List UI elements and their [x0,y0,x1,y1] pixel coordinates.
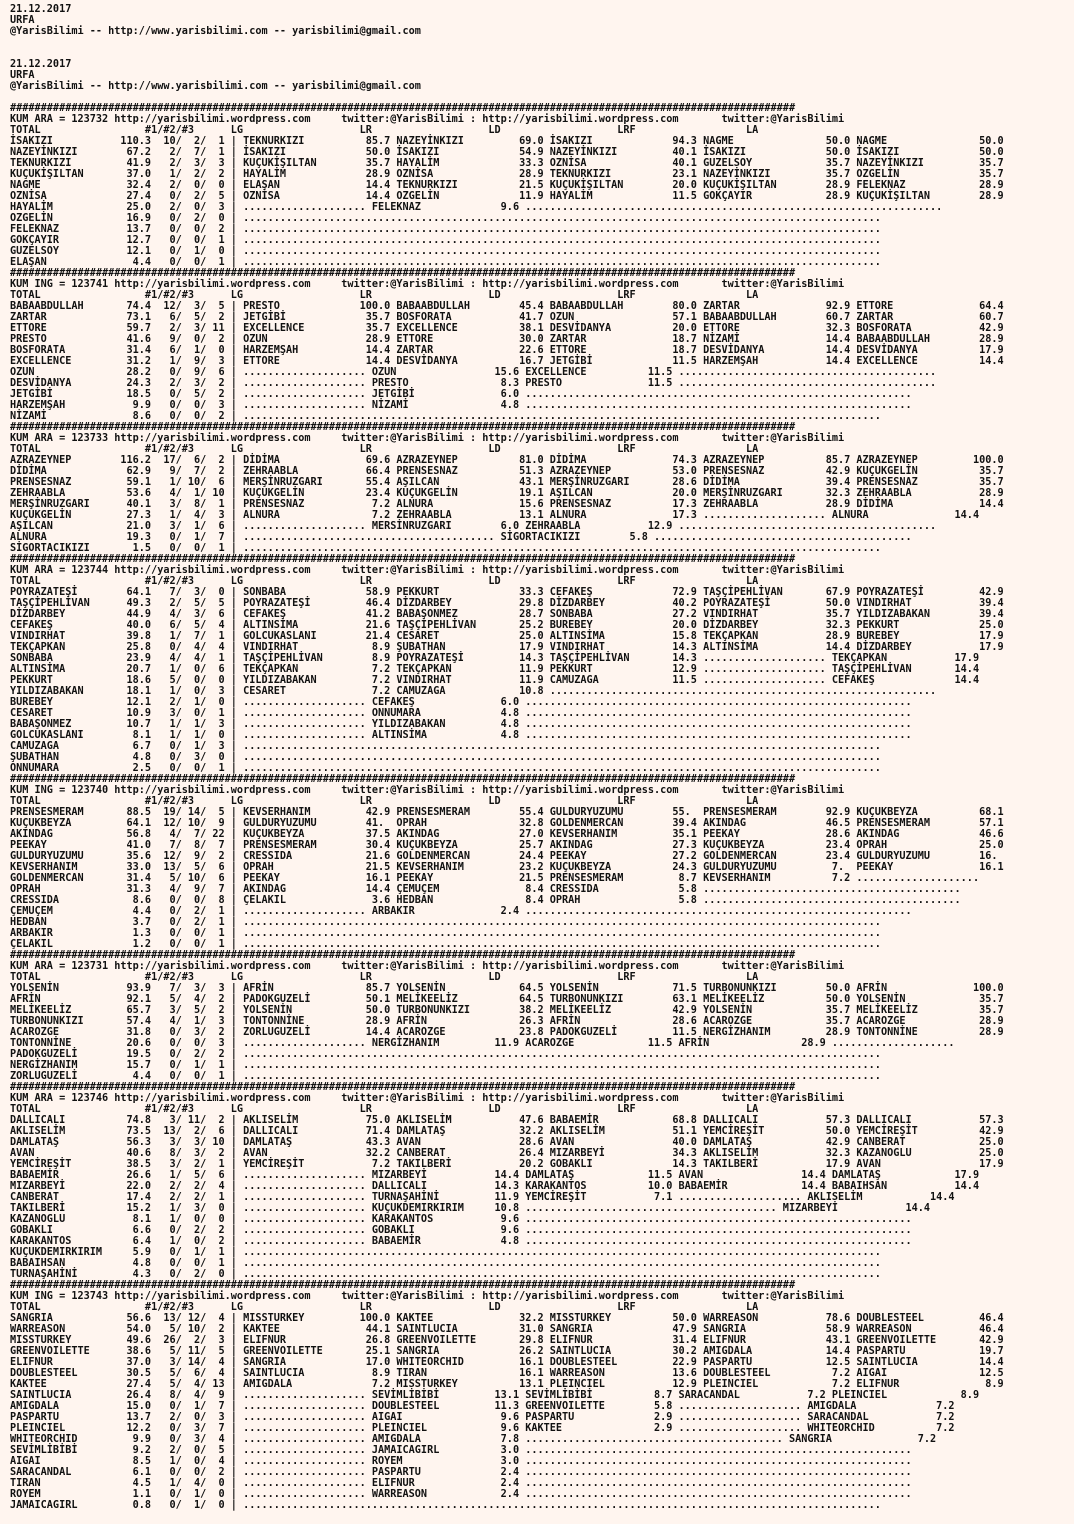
report-line: ################################################################################################################################ [10,1280,796,1291]
report-line: KAKTEE 27.4 5/ 4/ 13 | AMIGDALA 7.2 MISSTURKEY 13.1 PLEINCIEL 12.9 PLEINCIEL 7.2 ELIFNUR 8.9 [10,1379,1004,1390]
report-line: ÇELAKIL 1.2 0/ 0/ 1 | ........................................................................................................ [10,939,881,950]
report-line [10,92,1004,103]
report-line: BOSFORATA 31.4 6/ 1/ 0 | HARZEMŞAH 14.4 ZARTAR 22.6 ETTORE 18.7 DESVİDANYA 14.4 DESVİDANYA 17.9 [10,345,1004,356]
report-line: ÇEMUÇEM 4.4 0/ 2/ 1 | .................... ARBAKIR 2.4 ............................................................... [10,906,912,917]
report-line: @YarisBilimi -- http://www.yarisbilimi.com -- yarisbilimi@gmail.com [10,81,421,92]
report-line: CANBERAT 17.4 2/ 2/ 1 | .................... TURNAŞAHİNİ 11.9 YEMCİREŞİT 7.1 .................... AKLISELİM 14.4 [10,1192,955,1203]
report-line: PASPARTU 13.7 2/ 0/ 3 | .................... AIGAI 9.6 PASPARTU 2.9 .................... SARACANDAL 7.2 [10,1412,955,1423]
report-line: ŞUBATHAN 4.8 0/ 3/ 0 | ........................................................................................................ [10,752,881,763]
report-line: VINDIRHAT 39.8 1/ 7/ 1 | GOLCUKASLANI 21.4 CESARET 25.0 ALTINSİMA 15.8 TEKÇAPKAN 28.9 BUREBEY 17.9 [10,631,1004,642]
report-line: JETGİBİ 18.5 0/ 5/ 2 | .................... JETGİBİ 6.0 ............................................................... [10,389,912,400]
report-line: TOTAL #1/#2/#3 LG LR LD LRF LA [10,125,759,136]
report-line: KUM ARA = 123744 http://yarisbilimi.wordpress.com twitter:@YarisBilimi : http://yarisbilimi.wordpress.com twitter:@YarisBilimi [10,565,845,576]
report-line: WHITEORCHID 9.9 0/ 3/ 4 | .................... AMIGDALA 7.8 .......................................... SANGRIA 7.2 [10,1434,937,1445]
report-line: SİGORTACIKIZI 1.5 0/ 0/ 1 | ........................................................................................................ [10,543,881,554]
report-line: KAZANOGLU 8.1 1/ 0/ 0 | .................... KARAKANTOS 9.6 ............................................................... [10,1214,912,1225]
report-line: ELAŞAN 4.4 0/ 0/ 1 | ........................................................................................................ [10,257,881,268]
report-line: ALTINSİMA 20.7 1/ 0/ 6 | TEKÇAPKAN 7.2 TEKÇAPKAN 11.9 PEKKURT 12.9 .................... TAŞÇİPEHLİVAN 14.4 [10,664,980,675]
report-line: ################################################################################################################################ [10,774,796,785]
report-line: AZRAZEYNEP 116.2 17/ 6/ 2 | DİDİMA 69.6 AZRAZEYNEP 81.0 DİDİMA 74.3 AZRAZEYNEP 85.7 AZRAZEYNEP 100.0 [10,455,1004,466]
report-line: PLEINCIEL 12.2 0/ 3/ 7 | .................... PLEINCIEL 9.6 KAKTEE 2.9 .................... WHITEORCHID 7.2 [10,1423,955,1434]
report-line: AVAN 40.6 8/ 3/ 2 | AVAN 32.2 CANBERAT 26.4 MIZARBEYİ 34.3 AKLISELİM 32.3 KAZANOGLU 25.0 [10,1148,1004,1159]
report-line: NAZEYİNKIZI 67.2 2/ 7/ 1 | İSAKIZI 50.0 İSAKIZI 54.9 NAZEYİNKIZI 40.1 İSAKIZI 50.0 İSAKIZI 50.0 [10,147,1004,158]
report-line: TAKILBERİ 15.2 1/ 3/ 0 | .................... KUÇUKDEMIRKIRIM 10.8 ......................................... MIZARBEYİ 14.4 [10,1203,931,1214]
report-line: TOTAL #1/#2/#3 LG LR LD LRF LA [10,444,759,455]
report-line: ZORLUGUZELİ 4.4 0/ 0/ 1 | ........................................................................................................ [10,1071,881,1082]
report-line: SONBABA 23.9 4/ 4/ 1 | TAŞÇİPEHLİVAN 8.9 POYRAZATEŞİ 14.3 TAŞÇİPEHLİVAN 14.3 .................... TEKÇAPKAN 17.9 [10,653,980,664]
report-line: ALNURA 19.3 0/ 1/ 7 | ......................................... SİGORTACIKIZI 5.8 .......................................... [10,532,912,543]
report-line: ZARTAR 73.1 6/ 5/ 2 | JETGİBİ 35.7 BOSFORATA 41.7 OZUN 57.1 BABAABDULLAH 60.7 ZARTAR 60.7 [10,312,1004,323]
report-line: TONTONNİNE 20.6 0/ 0/ 3 | .................... NERGİZHANIM 11.9 ACAROZGE 11.5 AFRİN 28.9 .................... [10,1038,955,1049]
report-line: KUM ING = 123741 http://yarisbilimi.wordpress.com twitter:@YarisBilimi : http://yarisbilimi.wordpress.com twitter:@YarisBilimi [10,279,845,290]
report-line: NERGİZHANIM 15.7 0/ 1/ 1 | ........................................................................................................ [10,1060,881,1071]
report-line: DALLICALI 74.8 3/ 11/ 2 | AKLISELİM 75.0 AKLISELİM 47.6 BABAEMİR 68.8 DALLICALI 57.3 DALLICALI 57.3 [10,1115,1004,1126]
report-line: ################################################################################################################################ [10,950,796,961]
report-line: BABAŞONMEZ 10.7 1/ 1/ 3 | .................... YILDIZABAKAN 4.8 ............................................................... [10,719,912,730]
report-line: ETTORE 59.7 2/ 3/ 11 | EXCELLENCE 35.7 EXCELLENCE 38.1 DESVİDANYA 20.0 ETTORE 32.3 BOSFORATA 42.9 [10,323,1004,334]
report-line: HARZEMŞAH 9.9 0/ 0/ 3 | .................... NİZAMİ 4.8 ............................................................... [10,400,912,411]
report-line: TURNAŞAHİNİ 4.3 0/ 2/ 0 | ........................................................................................................ [10,1269,881,1280]
report-line: KUÇUKBEYZA 64.1 12/ 10/ 9 | GULDURYUZUMU 41. OPRAH 32.8 GOLDENMERCAN 39.4 AKINDAG 46.5 PRENSESMERAM 57.1 [10,818,1004,829]
report-line: SANGRIA 56.6 13/ 12/ 4 | MISSTURKEY 100.0 KAKTEE 32.2 MISSTURKEY 50.0 WARREASON 78.6 DOUBLESTEEL 46.4 [10,1313,1004,1324]
race-stats-report [10,4,1004,1511]
report-line: ################################################################################################################################ [10,1082,796,1093]
report-line: ONNUMARA 2.5 0/ 0/ 1 | ........................................................................................................ [10,763,881,774]
report-line: EXCELLENCE 31.2 1/ 9/ 3 | ETTORE 14.4 DESVİDANYA 16.7 JETGİBİ 11.5 HARZEMŞAH 14.4 EXCELLENCE 14.4 [10,356,1004,367]
report-line: YILDIZABAKAN 18.1 1/ 0/ 3 | CESARET 7.2 CAMUZAGA 10.8 ............................................................... [10,686,937,697]
report-line: CEFAKEŞ 40.0 6/ 5/ 4 | ALTINSİMA 21.6 TAŞÇİPEHLİVAN 25.2 BUREBEY 20.0 DİZDARBEY 32.3 PEKKURT 25.0 [10,620,1004,631]
report-line: ARBAKIR 1.3 0/ 0/ 1 | ........................................................................................................ [10,928,881,939]
report-line: KUM ING = 123743 http://yarisbilimi.wordpress.com twitter:@YarisBilimi : http://yarisbilimi.wordpress.com twitter:@YarisBilimi [10,1291,845,1302]
report-line: SEVİMLİBİBİ 9.2 2/ 0/ 5 | .................... JAMAICAGIRL 3.0 ............................................................... [10,1445,912,1456]
report-line: DİDİMA 62.9 9/ 7/ 2 | ZEHRAABLA 66.4 PRENSESNAZ 51.3 AZRAZEYNEP 53.0 PRENSESNAZ 42.9 KUÇUKGELİN 35.7 [10,466,1004,477]
report-line: ELIFNUR 37.0 3/ 14/ 4 | SANGRIA 17.0 WHITEORCHID 16.1 DOUBLESTEEL 22.9 PASPARTU 12.5 SAINTLUCIA 14.4 [10,1357,1004,1368]
report-line: URFA [10,15,35,26]
report-line: PRENSESNAZ 59.1 1/ 10/ 6 | MERŞİNRUZGARI 55.4 AŞILCAN 43.1 MERŞİNRUZGARI 28.6 DİDİMA 39.4 PRENSESNAZ 35.7 [10,477,1004,488]
report-line: KUÇUKİŞILTAN 37.0 1/ 2/ 2 | HAYALİM 28.9 OZNİSA 28.9 TEKNURKIZI 23.1 NAZEYİNKIZI 35.7 OZGELİN 35.7 [10,169,1004,180]
report-line: CRESSIDA 8.6 0/ 0/ 8 | ÇELAKIL 3.6 HEDBAN 8.4 OPRAH 5.8 .......................................... [10,895,961,906]
report-line: URFA [10,70,35,81]
report-line: BUREBEY 12.1 2/ 1/ 0 | .................... CEFAKEŞ 6.0 ............................................................... [10,697,912,708]
report-line: ################################################################################################################################ [10,422,796,433]
report-line: GOKÇAYIR 12.7 0/ 0/ 1 | ........................................................................................................ [10,235,881,246]
report-line: KUM ARA = 123731 http://yarisbilimi.wordpress.com twitter:@YarisBilimi : http://yarisbilimi.wordpress.com twitter:@YarisBilimi [10,961,845,972]
report-line: NİZAMİ 8.6 0/ 0/ 2 | ........................................................................................................ [10,411,881,422]
report-line: HAYALİM 25.0 2/ 0/ 3 | .................... FELEKNAZ 9.6 .................................................................... [10,202,943,213]
report-line: MIZARBEYİ 22.0 2/ 2/ 4 | .................... DALLICALI 14.3 KARAKANTOS 10.0 BABAEMİR 14.4 BABAIHSAN 14.4 [10,1181,980,1192]
report-line: TIRAN 4.5 1/ 4/ 0 | .................... ELIFNUR 2.4 ............................................................... [10,1478,912,1489]
report-line: İSAKIZI 110.3 10/ 2/ 1 | TEKNURKIZI 85.7 NAZEYİNKIZI 69.0 İSAKIZI 94.3 NAGME 50.0 NAGME 50.0 [10,136,1004,147]
report-line: TURBONUNKIZI 57.4 4/ 1/ 3 | TONTONNİNE 28.9 AFRİN 26.3 AFRİN 28.6 ACAROZGE 35.7 ACAROZGE 28.9 [10,1016,1004,1027]
report-line: SARACANDAL 6.1 0/ 0/ 2 | .................... PASPARTU 2.4 ............................................................... [10,1467,912,1478]
report-line: AKINDAG 56.8 4/ 7/ 22 | KUÇUKBEYZA 37.5 AKINDAG 27.0 KEVSERHANIM 35.1 PEEKAY 28.6 AKINDAG 46.6 [10,829,1004,840]
report-line: YOLSENİN 93.9 7/ 3/ 3 | AFRİN 85.7 YOLSENİN 64.5 YOLSENİN 71.5 TURBONUNKIZI 50.0 AFRİN 100.0 [10,983,1004,994]
report-line: MISSTURKEY 49.6 26/ 2/ 3 | ELIFNUR 26.8 GREENVOILETTE 29.8 ELIFNUR 31.4 ELIFNUR 43.1 GREENVOILETTE 42.9 [10,1335,1004,1346]
report-line: ################################################################################################################################ [10,103,796,114]
report-line: PEEKAY 41.0 7/ 8/ 7 | PRENSESMERAM 30.4 KUÇUKBEYZA 25.7 AKINDAG 27.3 KUÇUKBEYZA 23.4 OPRAH 25.0 [10,840,1004,851]
report-line: POYRAZATEŞİ 64.1 7/ 3/ 0 | SONBABA 58.9 PEKKURT 33.3 CEFAKEŞ 72.9 TAŞÇİPEHLİVAN 67.9 POYRAZATEŞİ 42.9 [10,587,1004,598]
report-line: FELEKNAZ 13.7 0/ 0/ 2 | ........................................................................................................ [10,224,881,235]
report-line: YEMCİREŞİT 38.5 3/ 2/ 1 | YEMCİREŞİT 7.2 TAKILBERİ 20.2 GOBAKLI 14.3 TAKILBERİ 17.9 AVAN 17.9 [10,1159,1004,1170]
report-line: PRENSESMERAM 88.5 19/ 14/ 5 | KEVSERHANIM 42.9 PRENSESMERAM 55.4 GULDURYUZUMU 55. PRENSESMERAM 92.9 KUÇUKBEYZA 68.1 [10,807,1004,818]
report-line: KARAKANTOS 6.4 1/ 0/ 2 | .................... BABAEMİR 4.8 ............................................................... [10,1236,912,1247]
report-line: GOLDENMERCAN 31.4 5/ 10/ 6 | PEEKAY 16.1 PEEKAY 21.5 PRENSESMERAM 8.7 KEVSERHANIM 7.2 .................... [10,873,980,884]
report-line: CAMUZAGA 6.7 0/ 1/ 3 | ........................................................................................................ [10,741,881,752]
report-line: WARREASON 54.0 5/ 10/ 2 | KAKTEE 44.1 SAINTLUCIA 31.0 SANGRIA 47.9 SANGRIA 58.9 WARREASON 46.4 [10,1324,1004,1335]
report-line: AFRİN 92.1 5/ 4/ 2 | PADOKGUZELİ 50.1 MELİKEELİZ 64.5 TURBONUNKIZI 63.1 MELİKEELİZ 50.0 YOLSENİN 35.7 [10,994,1004,1005]
report-line: DOUBLESTEEL 30.5 5/ 6/ 4 | SAINTLUCIA 8.9 TIRAN 16.1 WARREASON 13.6 DOUBLESTEEL 7.2 AIGAI 12.5 [10,1368,1004,1379]
report-line: MERŞİNRUZGARI 40.1 3/ 8/ 1 | PRENSESNAZ 7.2 ALNURA 15.6 PRENSESNAZ 17.3 ZEHRAABLA 28.9 DİDİMA 14.4 [10,499,1004,510]
report-line: OZGELİN 16.9 0/ 2/ 0 | ........................................................................................................ [10,213,881,224]
report-line: HEDBAN 3.7 0/ 2/ 1 | ........................................................................................................ [10,917,881,928]
report-line: @YarisBilimi -- http://www.yarisbilimi.com -- yarisbilimi@gmail.com [10,26,421,37]
report-line: KEVSERHANIM 33.0 13/ 5/ 6 | OPRAH 21.5 KEVSERHANIM 23.2 KUÇUKBEYZA 24.3 GULDURYUZUMU 7. PEEKAY 16.1 [10,862,1004,873]
report-line: TOTAL #1/#2/#3 LG LR LD LRF LA [10,1302,759,1313]
report-line [10,37,1004,48]
report-line: TOTAL #1/#2/#3 LG LR LD LRF LA [10,796,759,807]
report-line: ACAROZGE 31.8 0/ 3/ 2 | ZORLUGUZELİ 14.4 ACAROZGE 23.8 PADOKGUZELİ 11.5 NERGİZHANIM 28.9 TONTONNİNE 28.9 [10,1027,1004,1038]
report-line: KUM ING = 123740 http://yarisbilimi.wordpress.com twitter:@YarisBilimi : http://yarisbilimi.wordpress.com twitter:@YarisBilimi [10,785,845,796]
report-line: CESARET 10.9 3/ 0/ 1 | .................... ONNUMARA 4.8 ............................................................... [10,708,912,719]
report-line: NAGME 32.4 2/ 0/ 0 | ELAŞAN 14.4 TEKNURKIZI 21.5 KUÇUKİŞILTAN 20.0 KUÇUKİŞILTAN 28.9 FELEKNAZ 28.9 [10,180,1004,191]
report-line: JAMAICAGIRL 0.8 0/ 1/ 0 | ........................................................................................................ [10,1500,881,1511]
report-line: DAMLATAŞ 56.3 3/ 3/ 10 | DAMLATAŞ 43.3 AVAN 28.6 AVAN 40.0 DAMLATAŞ 42.9 CANBERAT 25.0 [10,1137,1004,1148]
report-line: ROYEM 1.1 0/ 1/ 0 | .................... WARREASON 2.4 ............................................................... [10,1489,912,1500]
report-line: AKLISELİM 73.5 13/ 2/ 6 | DALLICALI 71.4 DAMLATAŞ 32.2 AKLISELİM 51.1 YEMCİREŞİT 50.0 YEMCİREŞİT 42.9 [10,1126,1004,1137]
report-line: BABAIHSAN 4.8 0/ 0/ 1 | ........................................................................................................ [10,1258,881,1269]
report-line: AŞILCAN 21.0 3/ 1/ 6 | .................... MERSİNRUZGARI 6.0 ZEHRAABLA 12.9 .......................................... [10,521,937,532]
report-line: OZNİSA 27.4 0/ 2/ 5 | OZNİSA 14.4 OZGELİN 11.9 HAYALİM 11.5 GOKÇAYIR 28.9 KUÇUKİŞILTAN 28.9 [10,191,1004,202]
report-line: GULDURYUZUMU 35.6 12/ 9/ 2 | CRESSIDA 21.6 GOLDENMERCAN 24.4 PEEKAY 27.2 GOLDENMERCAN 23.4 GULDURYUZUMU 16. [10,851,998,862]
report-line: MELİKEELİZ 65.7 3/ 5/ 2 | YOLSENİN 50.0 TURBONUNKIZI 38.2 MELİKEELİZ 42.9 YOLSENİN 35.7 MELİKEELİZ 35.7 [10,1005,1004,1016]
report-line: TEKÇAPKAN 25.8 0/ 4/ 4 | VINDIRHAT 8.9 ŞUBATHAN 17.9 VINDIRHAT 14.3 ALTINSİMA 14.4 DİZDARBEY 17.9 [10,642,1004,653]
report-line: BABAEMİR 26.6 1/ 5/ 6 | .................... MIZARBEYİ 14.4 DAMLATAŞ 11.5 AVAN 14.4 DAMLATAŞ 17.9 [10,1170,980,1181]
report-line: ################################################################################################################################ [10,554,796,565]
report-line: PADOKGUZELİ 19.5 0/ 2/ 2 | ........................................................................................................ [10,1049,881,1060]
report-line: TOTAL #1/#2/#3 LG LR LD LRF LA [10,972,759,983]
report-line: GOBAKLI 6.6 0/ 2/ 2 | .................... GOBAKLI 9.6 ............................................................... [10,1225,912,1236]
report-line: KUM ARA = 123733 http://yarisbilimi.wordpress.com twitter:@YarisBilimi : http://yarisbilimi.wordpress.com twitter:@YarisBilimi [10,433,845,444]
report-line: GOLCUKASLANI 8.1 1/ 1/ 0 | .................... ALTINSİMA 4.8 ............................................................... [10,730,912,741]
report-line: DİZDARBEY 44.9 4/ 3/ 6 | CEFAKEŞ 41.2 BABAŞONMEZ 28.7 SONBABA 27.2 VINDIRHAT 35.7 YILDIZABAKAN 39.4 [10,609,1004,620]
report-line: PRESTO 41.6 9/ 0/ 2 | OZUN 28.9 ETTORE 30.0 ZARTAR 18.7 NİZAMİ 14.4 BABAABDULLAH 28.9 [10,334,1004,345]
report-line: SAINTLUCIA 26.4 8/ 4/ 9 | .................... SEVİMLİBİBİ 13.1 SEVİMLİBİBİ 8.7 SARACANDAL 7.2 PLEINCIEL 8.9 [10,1390,980,1401]
report-line: TEKNURKIZI 41.9 2/ 3/ 3 | KUÇUKİŞILTAN 35.7 HAYALİM 33.3 OZNİSA 40.1 GUZELSOY 35.7 NAZEYİNKIZI 35.7 [10,158,1004,169]
report-line: TOTAL #1/#2/#3 LG LR LD LRF LA [10,290,759,301]
report-line: 21.12.2017 [10,4,72,15]
report-line: OZUN 28.2 0/ 9/ 6 | .................... OZUN 15.6 EXCELLENCE 11.5 .......................................... [10,367,937,378]
report-line: 21.12.2017 [10,59,72,70]
report-line: DESVİDANYA 24.3 2/ 3/ 2 | .................... PRESTO 8.3 PRESTO 11.5 .......................................... [10,378,937,389]
report-line: KUM ARA = 123746 http://yarisbilimi.wordpress.com twitter:@YarisBilimi : http://yarisbilimi.wordpress.com twitter:@YarisBilimi [10,1093,845,1104]
report-line: TOTAL #1/#2/#3 LG LR LD LRF LA [10,576,759,587]
report-line: PEKKURT 18.6 5/ 0/ 0 | YILDIZABAKAN 7.2 VINDIRHAT 11.9 CAMUZAGA 11.5 .................... CEFAKEŞ 14.4 [10,675,980,686]
report-line: AIGAI 8.5 1/ 0/ 4 | .................... ROYEM 3.0 ............................................................... [10,1456,912,1467]
report-line: TOTAL #1/#2/#3 LG LR LD LRF LA [10,1104,759,1115]
report-line: KUÇUKDEMIRKIRIM 5.9 0/ 1/ 1 | ........................................................................................................ [10,1247,881,1258]
report-line: OPRAH 31.3 4/ 9/ 7 | AKINDAG 14.4 ÇEMUÇEM 8.4 CRESSIDA 5.8 .......................................... [10,884,961,895]
report-line: GREENVOILETTE 38.6 5/ 11/ 5 | GREENVOILETTE 25.1 SANGRIA 26.2 SAINTLUCIA 30.2 AMIGDALA 14.4 PASPARTU 19.7 [10,1346,1004,1357]
report-line: TAŞÇİPEHLİVAN 49.3 2/ 5/ 5 | POYRAZATEŞİ 46.4 DİZDARBEY 29.8 DİZDARBEY 40.2 POYRAZATEŞİ 50.0 VINDIRHAT 39.4 [10,598,1004,609]
report-line [10,48,1004,59]
report-line: GUZELSOY 12.1 0/ 1/ 0 | ........................................................................................................ [10,246,881,257]
report-line: ZEHRAABLA 53.6 4/ 1/ 10 | KUÇUKGELİN 23.4 KUÇUKGELİN 19.1 AŞILCAN 20.0 MERŞİNRUZGARI 32.3 ZEHRAABLA 28.9 [10,488,1004,499]
report-line: KUM ARA = 123732 http://yarisbilimi.wordpress.com twitter:@YarisBilimi : http://yarisbilimi.wordpress.com twitter:@YarisBilimi [10,114,845,125]
report-line: AMIGDALA 15.0 0/ 1/ 7 | .................... DOUBLESTEEL 11.3 GREENVOILETTE 5.8 .................... AMIGDALA 7.2 [10,1401,955,1412]
report-line: BABAABDULLAH 74.4 12/ 3/ 5 | PRESTO 100.0 BABAABDULLAH 45.4 BABAABDULLAH 80.0 ZARTAR 92.9 ETTORE 64.4 [10,301,1004,312]
report-line: ################################################################################################################################ [10,268,796,279]
report-line: KUÇUKGELİN 27.3 1/ 4/ 3 | ALNURA 7.2 ZEHRAABLA 13.1 ALNURA 17.3 .................... ALNURA 14.4 [10,510,980,521]
